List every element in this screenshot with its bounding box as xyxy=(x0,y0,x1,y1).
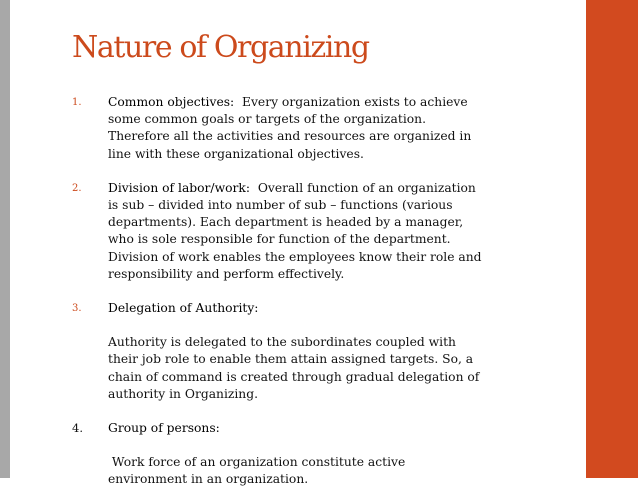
item-number: 4. xyxy=(72,421,83,436)
item-line: departments). Each department is headed by a manager, xyxy=(108,215,464,230)
item-line: Authority is delegated to the subordinates coupled with xyxy=(108,335,456,350)
item-number: 2. xyxy=(72,182,82,194)
item-line xyxy=(108,94,512,111)
item-number: 1. xyxy=(72,97,82,108)
item-line: Division of work enables the employees know their role and xyxy=(108,249,482,264)
list-item-group-of-persons xyxy=(72,420,512,489)
item-line xyxy=(108,180,512,197)
item-heading: Common objectives: xyxy=(108,95,235,109)
content-list xyxy=(72,94,512,489)
item-line: environment in an organization. xyxy=(108,472,309,487)
item-line: line with these organizational objectives. xyxy=(108,146,364,161)
item-line: responsibility and perform effectively. xyxy=(108,266,345,281)
right-accent-bar xyxy=(586,0,638,478)
item-text: Every organization exists to achieve xyxy=(242,95,468,109)
item-text: Overall function of an organization xyxy=(257,180,476,195)
item-line: Therefore all the activities and resources are organized in xyxy=(108,129,472,144)
item-line: some common goals or targets of the organization. xyxy=(108,112,426,127)
item-line: Work force of an organization constitute active xyxy=(108,455,406,470)
item-number: 3. xyxy=(72,303,82,315)
item-line: is sub – divided into number of sub – functions (various xyxy=(108,198,453,213)
item-heading: Group of persons: xyxy=(108,421,220,436)
list-item-delegation-of-authority xyxy=(72,300,512,403)
item-line: chain of command is created through gradual delegation of xyxy=(108,369,480,384)
item-line: authority in Organizing. xyxy=(108,386,259,401)
item-line: who is sole responsible for function of the department. xyxy=(108,232,451,247)
item-heading: Delegation of Authority: xyxy=(108,301,259,316)
list-item-division-of-labor xyxy=(72,180,512,283)
item-heading: Division of labor/work: xyxy=(108,180,250,195)
list-item-common-objectives xyxy=(72,94,512,163)
left-accent-bar xyxy=(0,0,10,478)
item-line: their job role to enable them attain assigned targets. So, a xyxy=(108,352,474,367)
slide-title: Nature of Organizing xyxy=(72,30,369,65)
